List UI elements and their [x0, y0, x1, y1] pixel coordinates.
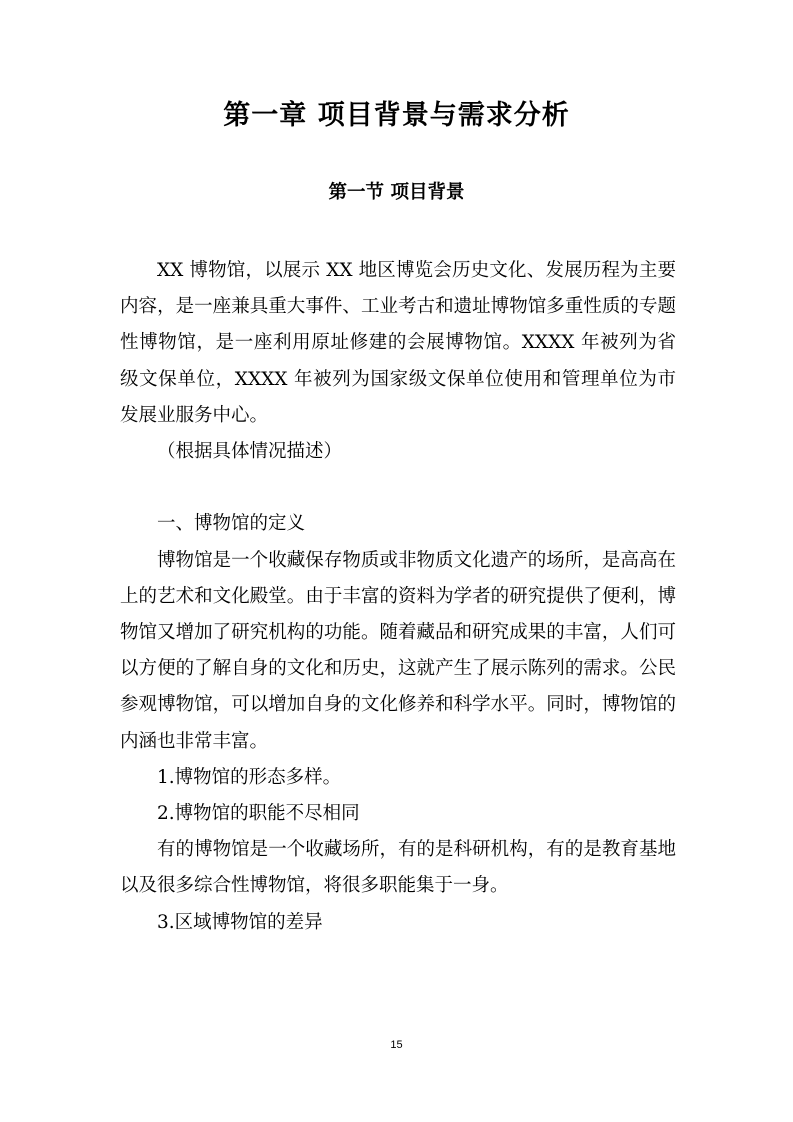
page-number: 15: [390, 1039, 403, 1051]
chapter-title: 第一章 项目背景与需求分析: [223, 100, 570, 131]
note-paragraph: （根据具体情况描述）: [157, 441, 343, 463]
blank-line: [120, 470, 676, 506]
subheading-museum-definition: 一、博物馆的定义: [157, 513, 306, 535]
list-item-3: 3.区域博物馆的差异: [157, 911, 323, 933]
definition-paragraph: 博物馆是一个收藏保存物质或非物质文化遗产的场所，是高高在上的艺术和文化殿堂。由于丰富的资料为学者的研究提供了便利，博物馆又增加了研究机构的功能。随着藏品和研究成果的丰富，人们可以方便的了解自身的文化和历史，这就产生了展示陈列的需求。公民参观博物馆，可以增加自身的文化修养和科学水平。同时，博物馆的内涵也非常丰富。: [120, 549, 676, 752]
body-text: [120, 253, 676, 941]
list-item-2: 2.博物馆的职能不尽相同: [157, 803, 360, 825]
list-item-1: 1.博物馆的形态多样。: [157, 766, 342, 788]
intro-paragraph: XX 博物馆，以展示 XX 地区博览会历史文化、发展历程为主要内容，是一座兼具重大事件、工业考古和遗址博物馆多重性质的专题性博物馆，是一座利用原址修建的会展博物馆。XXXX 年被列为省级文保单位，XXXX 年被列为国家级文保单位使用和管理单位为市发展业服务中心。: [120, 260, 676, 426]
section-title: 第一节 项目背景: [328, 182, 465, 203]
functions-paragraph: 有的博物馆是一个收藏场所，有的是科研机构，有的是教育基地以及很多综合性博物馆，将很多职能集于一身。: [120, 839, 676, 897]
